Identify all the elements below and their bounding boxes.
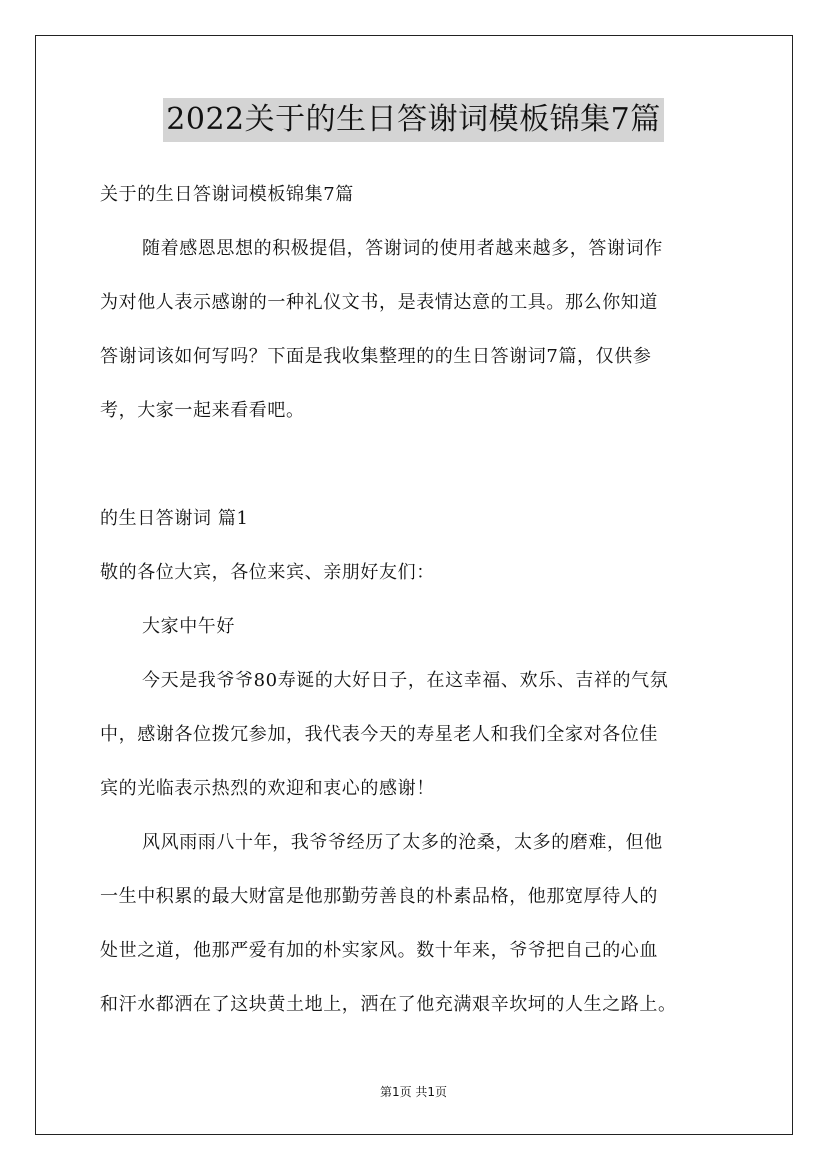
body-line-3: 宾的光临表示热烈的欢迎和衷心的感谢！ — [100, 778, 435, 799]
intro-line-2: 为对他人表示感谢的一种礼仪文书，是表情达意的工具。那么你知道 — [100, 292, 658, 313]
intro-line-4: 考，大家一起来看看吧。 — [100, 400, 305, 421]
body-line-7: 和汗水都洒在了这块黄土地上，洒在了他充满艰辛坎坷的人生之路上。 — [100, 994, 677, 1015]
body-line-2: 中，感谢各位拨冗参加，我代表今天的寿星老人和我们全家对各位佳 — [100, 724, 658, 745]
section-heading: 的生日答谢词 篇1 — [100, 508, 249, 529]
document-subtitle: 关于的生日答谢词模板锦集7篇 — [100, 184, 354, 205]
body-line-6: 处世之道，他那严爱有加的朴实家风。数十年来，爷爷把自己的心血 — [100, 940, 658, 961]
body-line-4: 风风雨雨八十年，我爷爷经历了太多的沧桑，太多的磨难，但他 — [142, 832, 663, 853]
body-line-5: 一生中积累的最大财富是他那勤劳善良的朴素品格，他那宽厚待人的 — [100, 886, 658, 907]
body-line-1: 今天是我爷爷80寿诞的大好日子，在这幸福、欢乐、吉祥的气氛 — [142, 670, 669, 691]
greeting: 敬的各位大宾，各位来宾、亲朋好友们： — [100, 562, 435, 583]
document-title: 2022关于的生日答谢词模板锦集7篇 — [163, 98, 663, 142]
salutation: 大家中午好 — [142, 616, 235, 637]
intro-line-1: 随着感恩思想的积极提倡，答谢词的使用者越来越多，答谢词作 — [142, 238, 663, 259]
page-footer: 第1页 共1页 — [379, 1085, 448, 1099]
title-container — [0, 98, 827, 142]
intro-line-3: 答谢词该如何写吗？下面是我收集整理的的生日答谢词7篇，仅供参 — [100, 346, 652, 367]
